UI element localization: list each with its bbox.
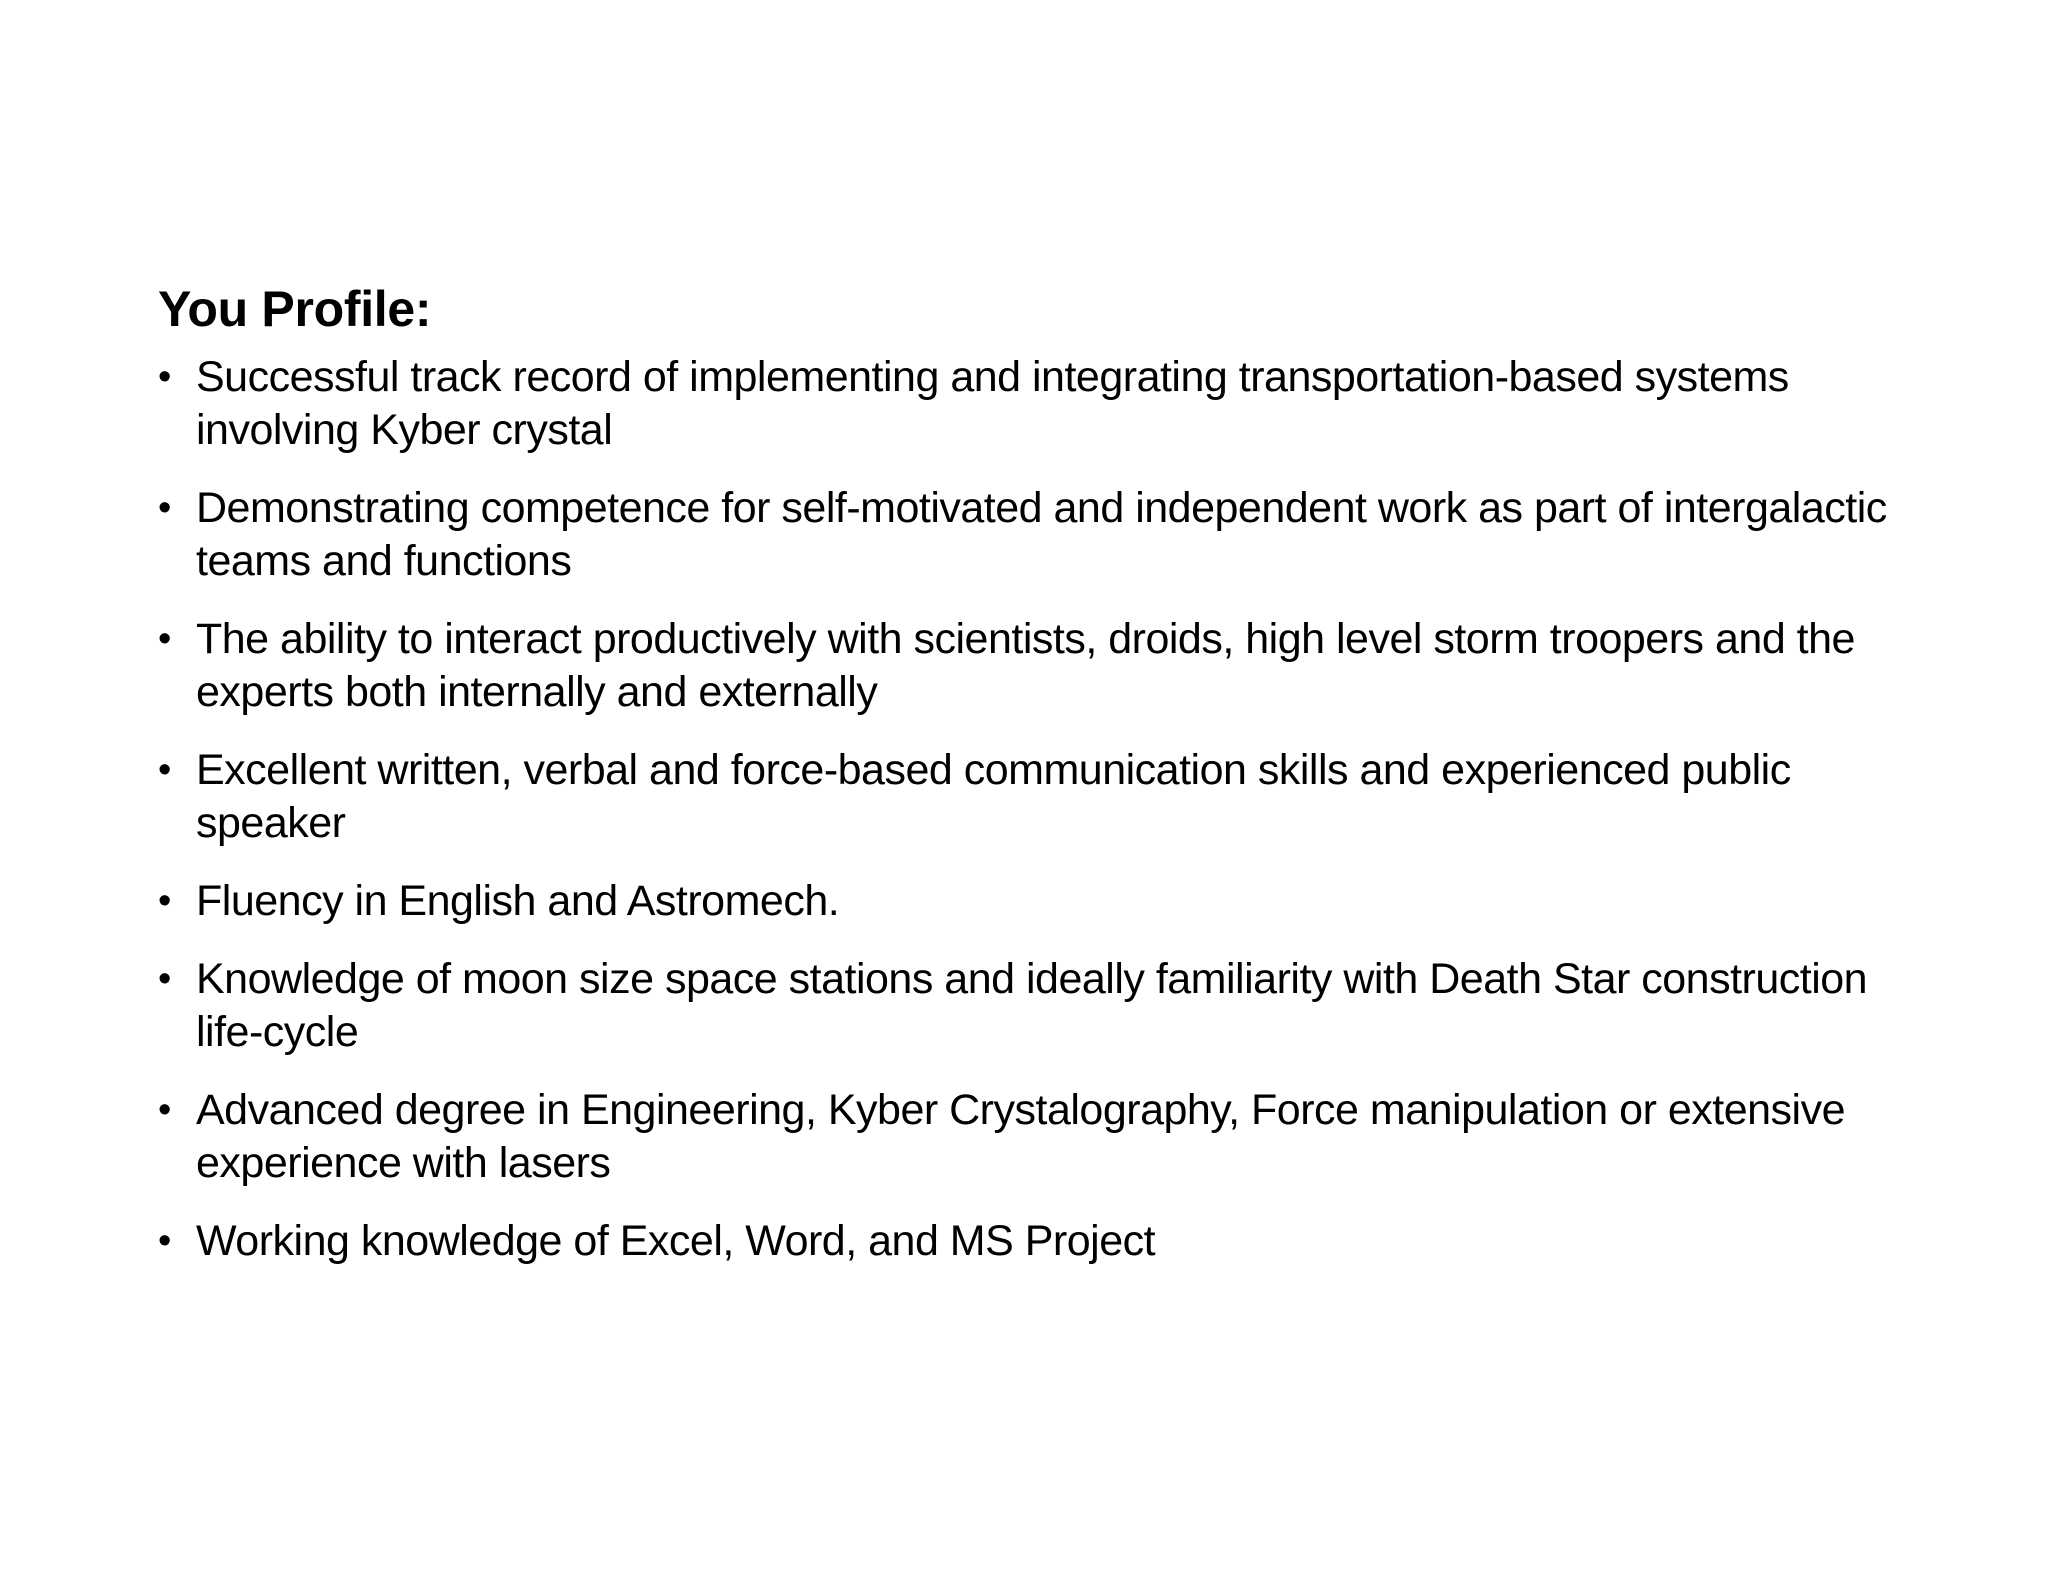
list-item-text: Demonstrating competence for self-motivated and independent work as part of intergalactic teams and functions	[196, 484, 1887, 585]
bullet-icon: •	[158, 958, 171, 1000]
slide-heading: You Profile:	[158, 281, 432, 337]
bullet-icon: •	[158, 356, 171, 398]
bullet-icon: •	[158, 1220, 171, 1262]
bullet-icon: •	[158, 880, 171, 922]
list-item	[158, 351, 1918, 457]
list-item	[158, 875, 1918, 928]
bullet-icon: •	[158, 487, 171, 529]
list-item	[158, 613, 1918, 719]
bullet-icon: •	[158, 618, 171, 660]
requirements-list	[158, 351, 1918, 1268]
list-item-text: Advanced degree in Engineering, Kyber Crystalography, Force manipulation or extensive experience with lasers	[196, 1086, 1845, 1187]
list-item-text: Working knowledge of Excel, Word, and MS Project	[196, 1217, 1156, 1265]
list-item	[158, 1084, 1918, 1190]
bullet-icon: •	[158, 749, 171, 791]
bullet-icon: •	[158, 1089, 171, 1131]
list-item-text: Successful track record of implementing and integrating transportation-based systems involving Kyber crystal	[196, 353, 1789, 454]
list-item-text: Excellent written, verbal and force-based communication skills and experienced public speaker	[196, 746, 1791, 847]
list-item-text: Fluency in English and Astromech.	[196, 877, 840, 925]
list-item	[158, 953, 1918, 1059]
list-item	[158, 482, 1918, 588]
list-item-text: The ability to interact productively with scientists, droids, high level storm troopers and the experts both internally and externally	[196, 615, 1855, 716]
list-item	[158, 1215, 1918, 1268]
slide-content	[158, 278, 1918, 1293]
list-item-text: Knowledge of moon size space stations and ideally familiarity with Death Star construction life-cycle	[196, 955, 1868, 1056]
list-item	[158, 744, 1918, 850]
